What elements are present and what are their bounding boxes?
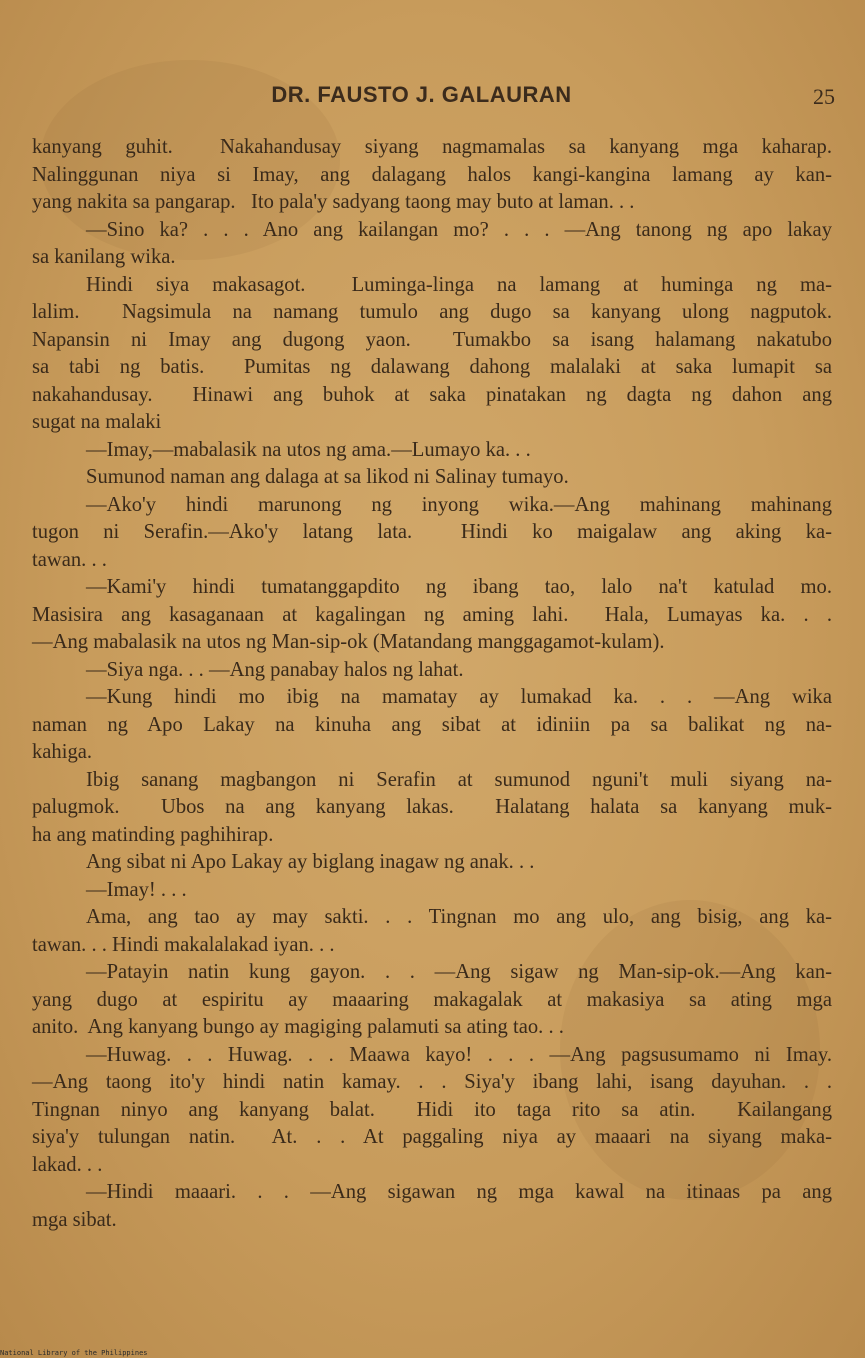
text-line: ha ang matinding paghihirap. <box>32 823 274 846</box>
text-line: sa kanilang wika. <box>32 246 176 268</box>
text-line: mga sibat. <box>32 1208 117 1231</box>
page-number: 25 <box>813 84 835 109</box>
text-line: —Kami'y hindi tumatanggapdito ng ibang tao, lalo na't katulad mo. <box>86 576 832 598</box>
text-line: —Hindi maaari. . . —Ang sigawan ng mga kawal na itinaas pa ang <box>86 1181 832 1203</box>
text-line: Nalinggunan niya si Imay, ang dalagang halos kangi-kangina lamang ay kan- <box>32 163 832 186</box>
text-line: Hindi siya makasagot. Luminga-linga na lamang at huminga ng ma- <box>86 273 832 296</box>
text-line: Napansin ni Imay ang dugong yaon. Tumakbo sa isang halamang nakatubo <box>32 328 832 351</box>
text-line: —Ang mabalasik na utos ng Man-sip-ok (Matandang manggagamot-kulam). <box>32 631 665 653</box>
text-line: sa tabi ng batis. Pumitas ng dalawang dahong malalaki at saka lumapit sa <box>32 356 832 378</box>
text-line: palugmok. Ubos na ang kanyang lakas. Halatang halata sa kanyang muk- <box>32 796 832 818</box>
text-line: —Sino ka? . . . Ano ang kailangan mo? . . . —Ang tanong ng apo lakay <box>86 218 832 241</box>
text-line: nakahandusay. Hinawi ang buhok at saka pinatakan ng dagta ng dahon ang <box>32 383 832 406</box>
text-line: Tingnan ninyo ang kanyang balat. Hidi ito taga rito sa atin. Kailangang <box>32 1098 832 1121</box>
text-line: Ibig sanang magbangon ni Serafin at sumunod nguni't muli siyang na- <box>86 768 832 791</box>
text-line: Ang sibat ni Apo Lakay ay biglang inagaw ng anak. . . <box>86 851 535 873</box>
text-line: yang dugo at espiritu ay maaaring makagalak at makasiya sa ating mga <box>32 988 832 1011</box>
text-line: kahiga. <box>32 741 93 763</box>
text-line: siya'y tulungan natin. At. . . At paggaling niya ay maaari na siyang maka- <box>32 1126 832 1148</box>
body-text <box>32 134 832 1234</box>
text-line: naman ng Apo Lakay na kinuha ang sibat at idiniin pa sa balikat ng na- <box>32 713 832 736</box>
text-line: —Ang taong ito'y hindi natin kamay. . . Siya'y ibang lahi, isang dayuhan. . . <box>32 1071 832 1093</box>
text-line: —Huwag. . . Huwag. . . Maawa kayo! . . . —Ang pagsusumamo ni Imay. <box>86 1043 832 1066</box>
text-line: sugat na malaki <box>32 411 162 433</box>
text-line: lakad. . . <box>32 1153 103 1176</box>
text-line: anito. Ang kanyang bungo ay magiging palamuti sa ating tao. . . <box>32 1016 564 1038</box>
footer-credit: National Library of the Philippines <box>0 1349 148 1357</box>
text-line: tawan. . . <box>32 548 107 571</box>
text-line: —Patayin natin kung gayon. . . —Ang sigaw ng Man-sip-ok.—Ang kan- <box>86 961 832 983</box>
text-line: yang nakita sa pangarap. Ito pala'y sadyang taong may buto at laman. . . <box>32 191 635 213</box>
text-line: lalim. Nagsimula na namang tumulo ang dugo sa kanyang ulong nagputok. <box>32 301 832 323</box>
text-line: Ama, ang tao ay may sakti. . . Tingnan mo ang ulo, ang bisig, ang ka- <box>86 906 832 928</box>
text-line: tawan. . . Hindi makalalakad iyan. . . <box>32 933 335 956</box>
text-line: —Siya nga. . . —Ang panabay halos ng lahat. <box>86 658 464 681</box>
running-head <box>0 82 865 112</box>
text-line: —Imay! . . . <box>86 878 187 901</box>
text-line: kanyang guhit. Nakahandusay siyang nagmamalas sa kanyang mga kaharap. <box>32 136 832 158</box>
text-line: —Ako'y hindi marunong ng inyong wika.—Ang mahinang mahinang <box>86 493 832 516</box>
header-title: DR. FAUSTO J. GALAURAN <box>271 82 572 107</box>
text-line: Sumunod naman ang dalaga at sa likod ni Salinay tumayo. <box>86 466 569 488</box>
text-line: tugon ni Serafin.—Ako'y latang lata. Hindi ko maigalaw ang aking ka- <box>32 521 832 543</box>
text-line: —Imay,—mabalasik na utos ng ama.—Lumayo ka. . . <box>86 438 531 461</box>
text-line: Masisira ang kasaganaan at kagalingan ng aming lahi. Hala, Lumayas ka. . . <box>32 603 832 626</box>
text-line: —Kung hindi mo ibig na mamatay ay lumakad ka. . . —Ang wika <box>86 686 832 708</box>
